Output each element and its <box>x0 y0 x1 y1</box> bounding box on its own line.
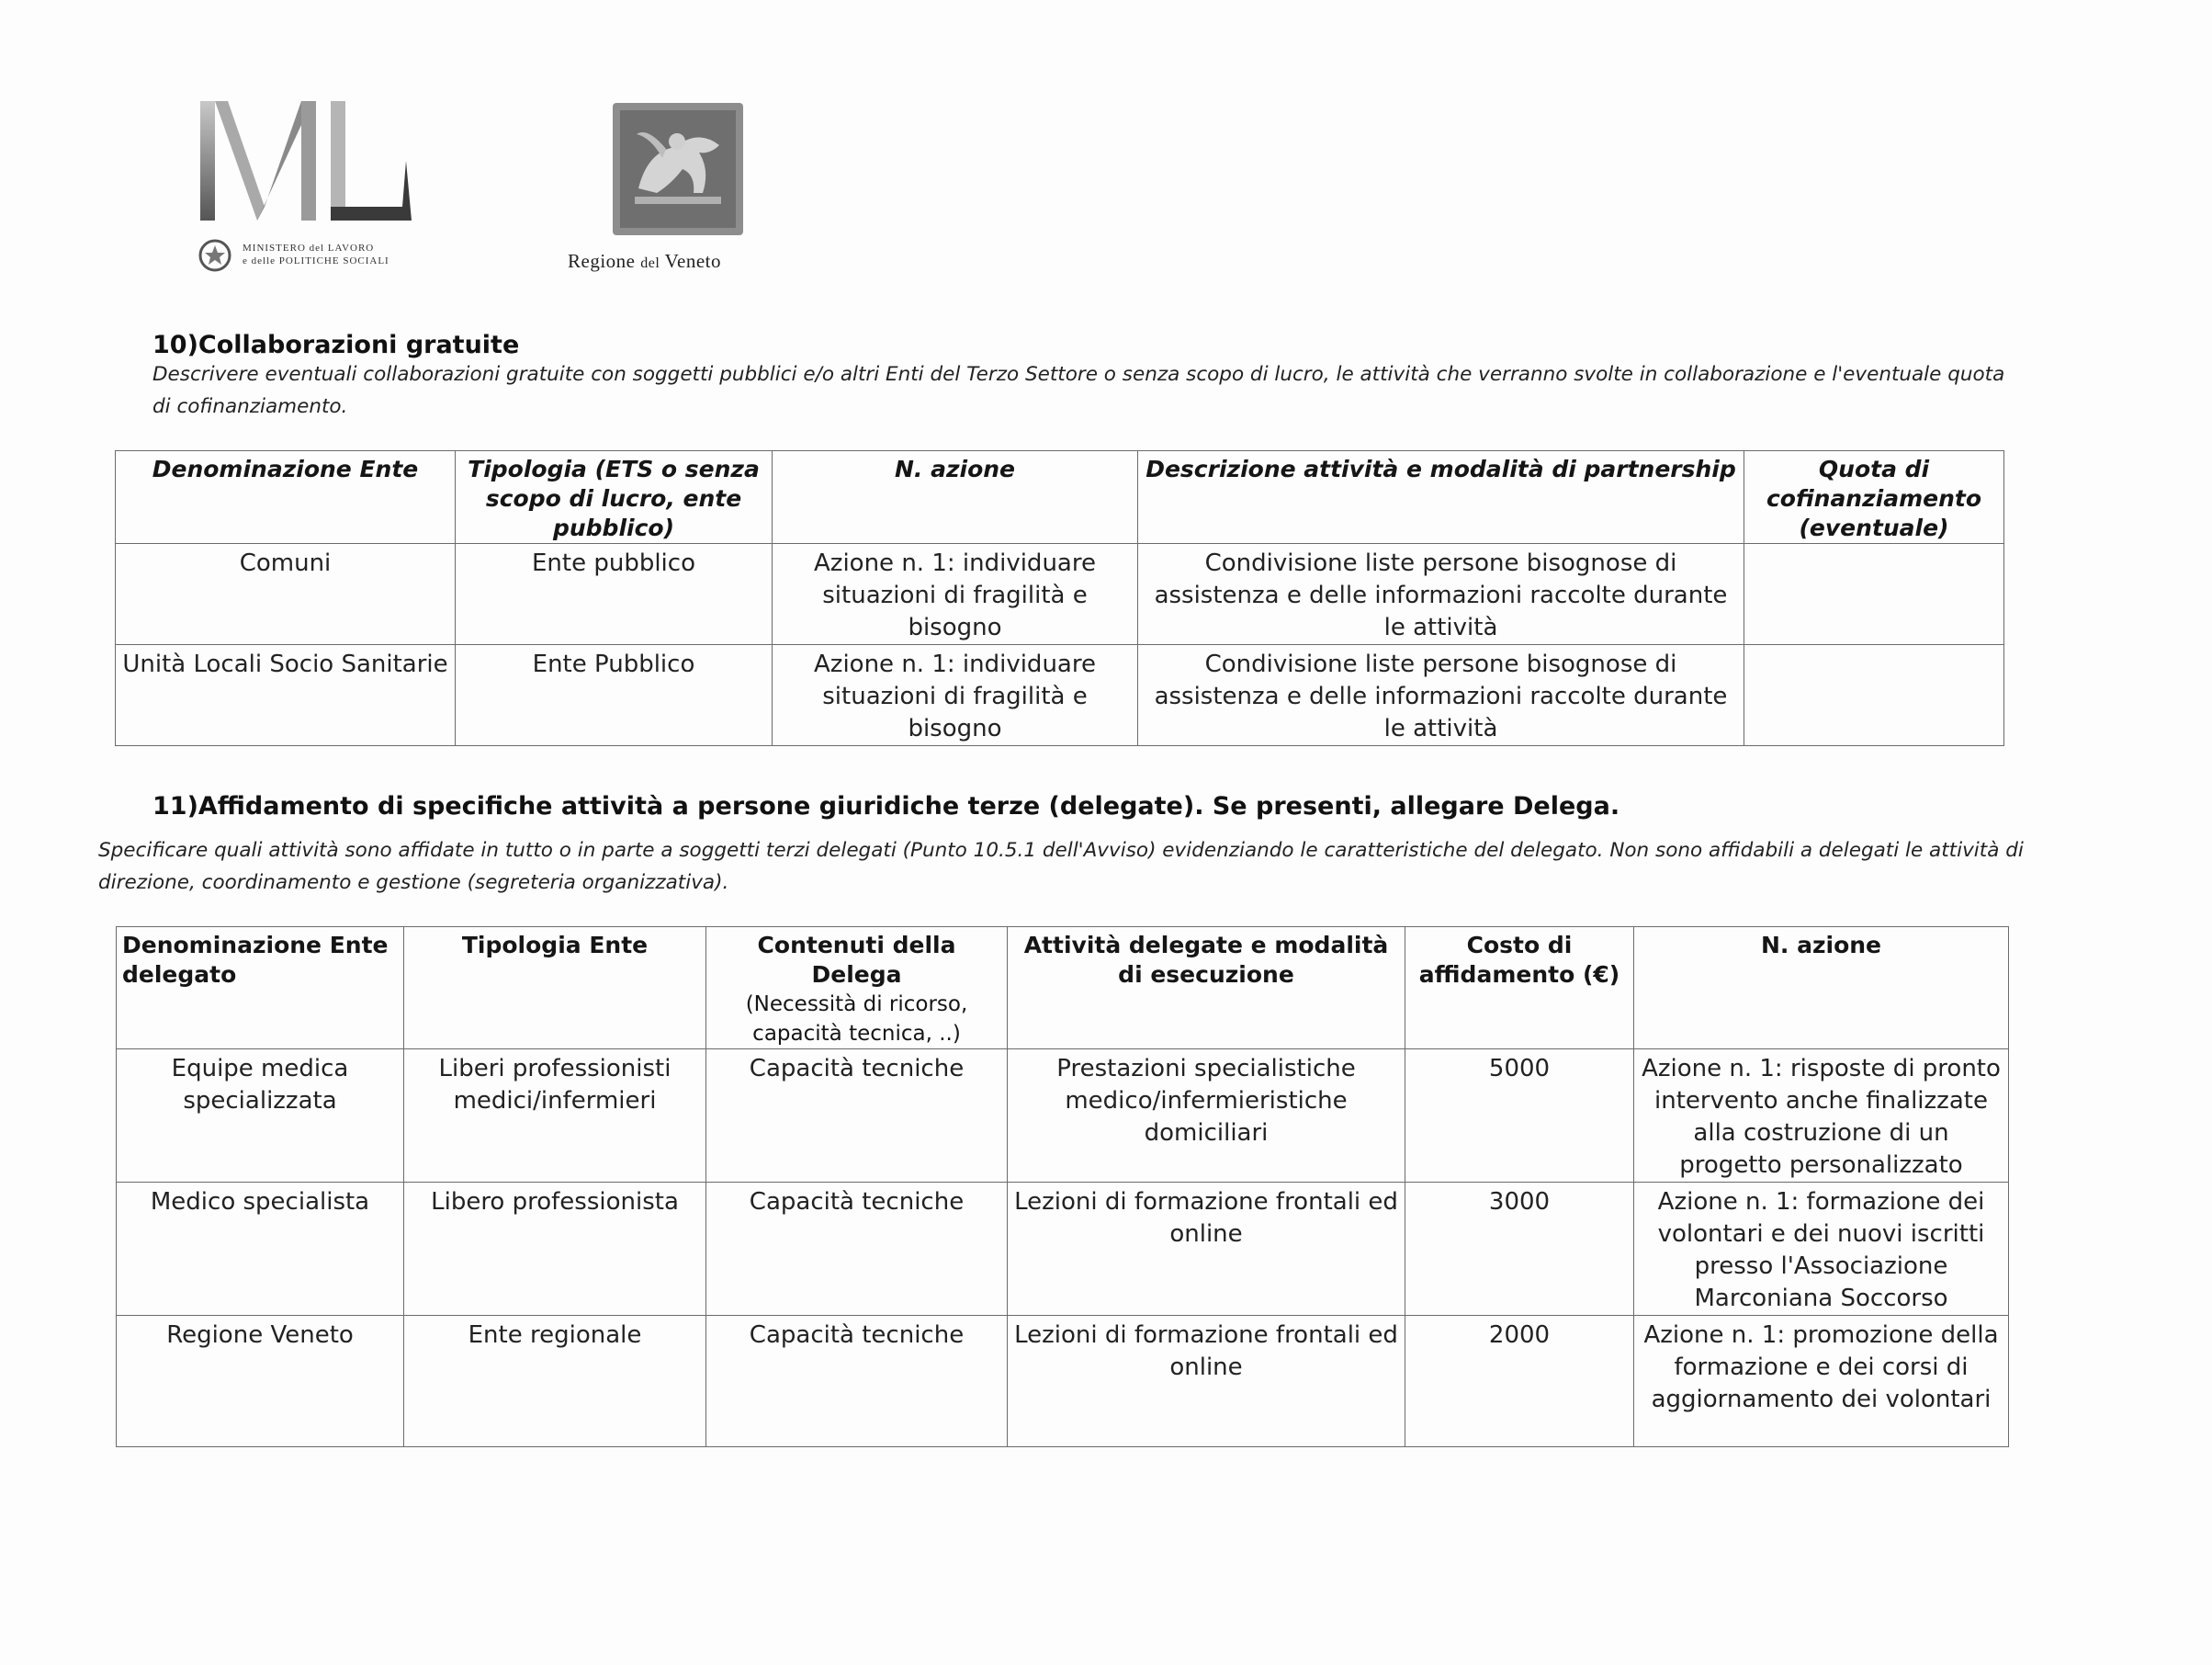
delegated-activities-table <box>116 926 2009 1447</box>
table-row <box>116 544 2004 645</box>
col-header: Denominazione Ente delegato <box>117 927 404 1049</box>
ministero-logo <box>193 96 423 280</box>
col-header: Descrizione attività e modalità di partnership <box>1138 451 1744 544</box>
table-cell: Comuni <box>116 544 456 645</box>
table-cell: Azione n. 1: individuare situazioni di fragilità e bisogno <box>773 645 1138 746</box>
table-cell: Azione n. 1: individuare situazioni di fragilità e bisogno <box>773 544 1138 645</box>
table-cell: Condivisione liste persone bisognose di assistenza e delle informazioni raccolte durante le attività <box>1138 645 1744 746</box>
col-header: Tipologia (ETS o senza scopo di lucro, ente pubblico) <box>456 451 773 544</box>
collaborations-table <box>115 450 2004 746</box>
ministero-line1: MINISTERO del LAVORO <box>243 243 375 254</box>
regione-veneto-logo <box>560 101 799 276</box>
table-header-row <box>117 927 2009 1049</box>
table-cell: Prestazioni specialistiche medico/infermieristiche domiciliari <box>1008 1049 1405 1183</box>
lion-of-st-mark-icon <box>611 101 745 237</box>
section11-description: Specificare quali attività sono affidate in tutto o in parte a soggetti terzi delegati (Punto 10.5.1 dell'Avviso) evidenziando le caratteristiche del delegato. Non sono affidabili a delegati le attività di direzione, coordinamento e gestione (segreteria organizzativa). <box>98 839 2024 894</box>
col-header: Denominazione Ente <box>116 451 456 544</box>
table-cell: 2000 <box>1405 1316 1634 1447</box>
ml-monogram-icon <box>193 96 413 225</box>
col-header: Attività delegate e modalità di esecuzione <box>1008 927 1405 1049</box>
regione-veneto-label <box>568 250 721 273</box>
col-header: Tipologia Ente <box>404 927 706 1049</box>
table-row <box>117 1049 2009 1183</box>
section10-title: 10)Collaborazioni gratuite <box>152 331 520 359</box>
table-cell: Azione n. 1: formazione dei volontari e dei nuovi iscritti presso l'Associazione Marconiana Soccorso <box>1634 1183 2009 1316</box>
table-cell: Capacità tecniche <box>706 1049 1008 1183</box>
table-cell: 3000 <box>1405 1183 1634 1316</box>
table-header-row <box>116 451 2004 544</box>
table-row <box>116 645 2004 746</box>
table-cell: Medico specialista <box>117 1183 404 1316</box>
table-cell <box>1744 544 2004 645</box>
ministero-line2: e delle POLITICHE SOCIALI <box>243 255 389 266</box>
table-cell: Capacità tecniche <box>706 1183 1008 1316</box>
ministero-label <box>243 242 389 267</box>
table-cell: Azione n. 1: risposte di pronto intervento anche finalizzate alla costruzione di un progetto personalizzato <box>1634 1049 2009 1183</box>
col-header-title: Contenuti della Delega <box>757 932 956 988</box>
italian-emblem-icon <box>198 239 231 272</box>
table-cell: Libero professionista <box>404 1183 706 1316</box>
table-cell: Lezioni di formazione frontali ed online <box>1008 1316 1405 1447</box>
del-word: del <box>640 255 660 271</box>
table-cell: Azione n. 1: promozione della formazione e dei corsi di aggiornamento dei volontari <box>1634 1316 2009 1447</box>
table-cell: Ente pubblico <box>456 544 773 645</box>
table-cell: Ente Pubblico <box>456 645 773 746</box>
section10-description: Descrivere eventuali collaborazioni gratuite con soggetti pubblici e/o altri Enti del Terzo Settore o senza scopo di lucro, le attività che verranno svolte in collaborazione e l'eventuale quota di cofinanziamento. <box>152 363 2005 418</box>
table-cell: Liberi professionisti medici/infermieri <box>404 1049 706 1183</box>
table-row <box>117 1316 2009 1447</box>
table-cell <box>1744 645 2004 746</box>
table-cell: Lezioni di formazione frontali ed online <box>1008 1183 1405 1316</box>
regione-word: Regione <box>568 250 636 272</box>
table-cell: Condivisione liste persone bisognose di assistenza e delle informazioni raccolte durante le attività <box>1138 544 1744 645</box>
table-cell: Equipe medica specializzata <box>117 1049 404 1183</box>
section11-title: 11)Affidamento di specifiche attività a persone giuridiche terze (delegate). Se presenti, allegare Delega. <box>152 792 1620 821</box>
table-cell: Ente regionale <box>404 1316 706 1447</box>
col-header: Costo di affidamento (€) <box>1405 927 1634 1049</box>
table-cell: Unità Locali Socio Sanitarie <box>116 645 456 746</box>
col-header: N. azione <box>773 451 1138 544</box>
veneto-word: Veneto <box>664 250 721 272</box>
table-cell: Regione Veneto <box>117 1316 404 1447</box>
col-header-delega <box>706 927 1008 1049</box>
col-header-subtitle: (Necessità di ricorso, capacità tecnica, ..) <box>745 992 968 1046</box>
table-cell: 5000 <box>1405 1049 1634 1183</box>
col-header: Quota di cofinanziamento (eventuale) <box>1744 451 2004 544</box>
table-row <box>117 1183 2009 1316</box>
table-cell: Capacità tecniche <box>706 1316 1008 1447</box>
col-header: N. azione <box>1634 927 2009 1049</box>
